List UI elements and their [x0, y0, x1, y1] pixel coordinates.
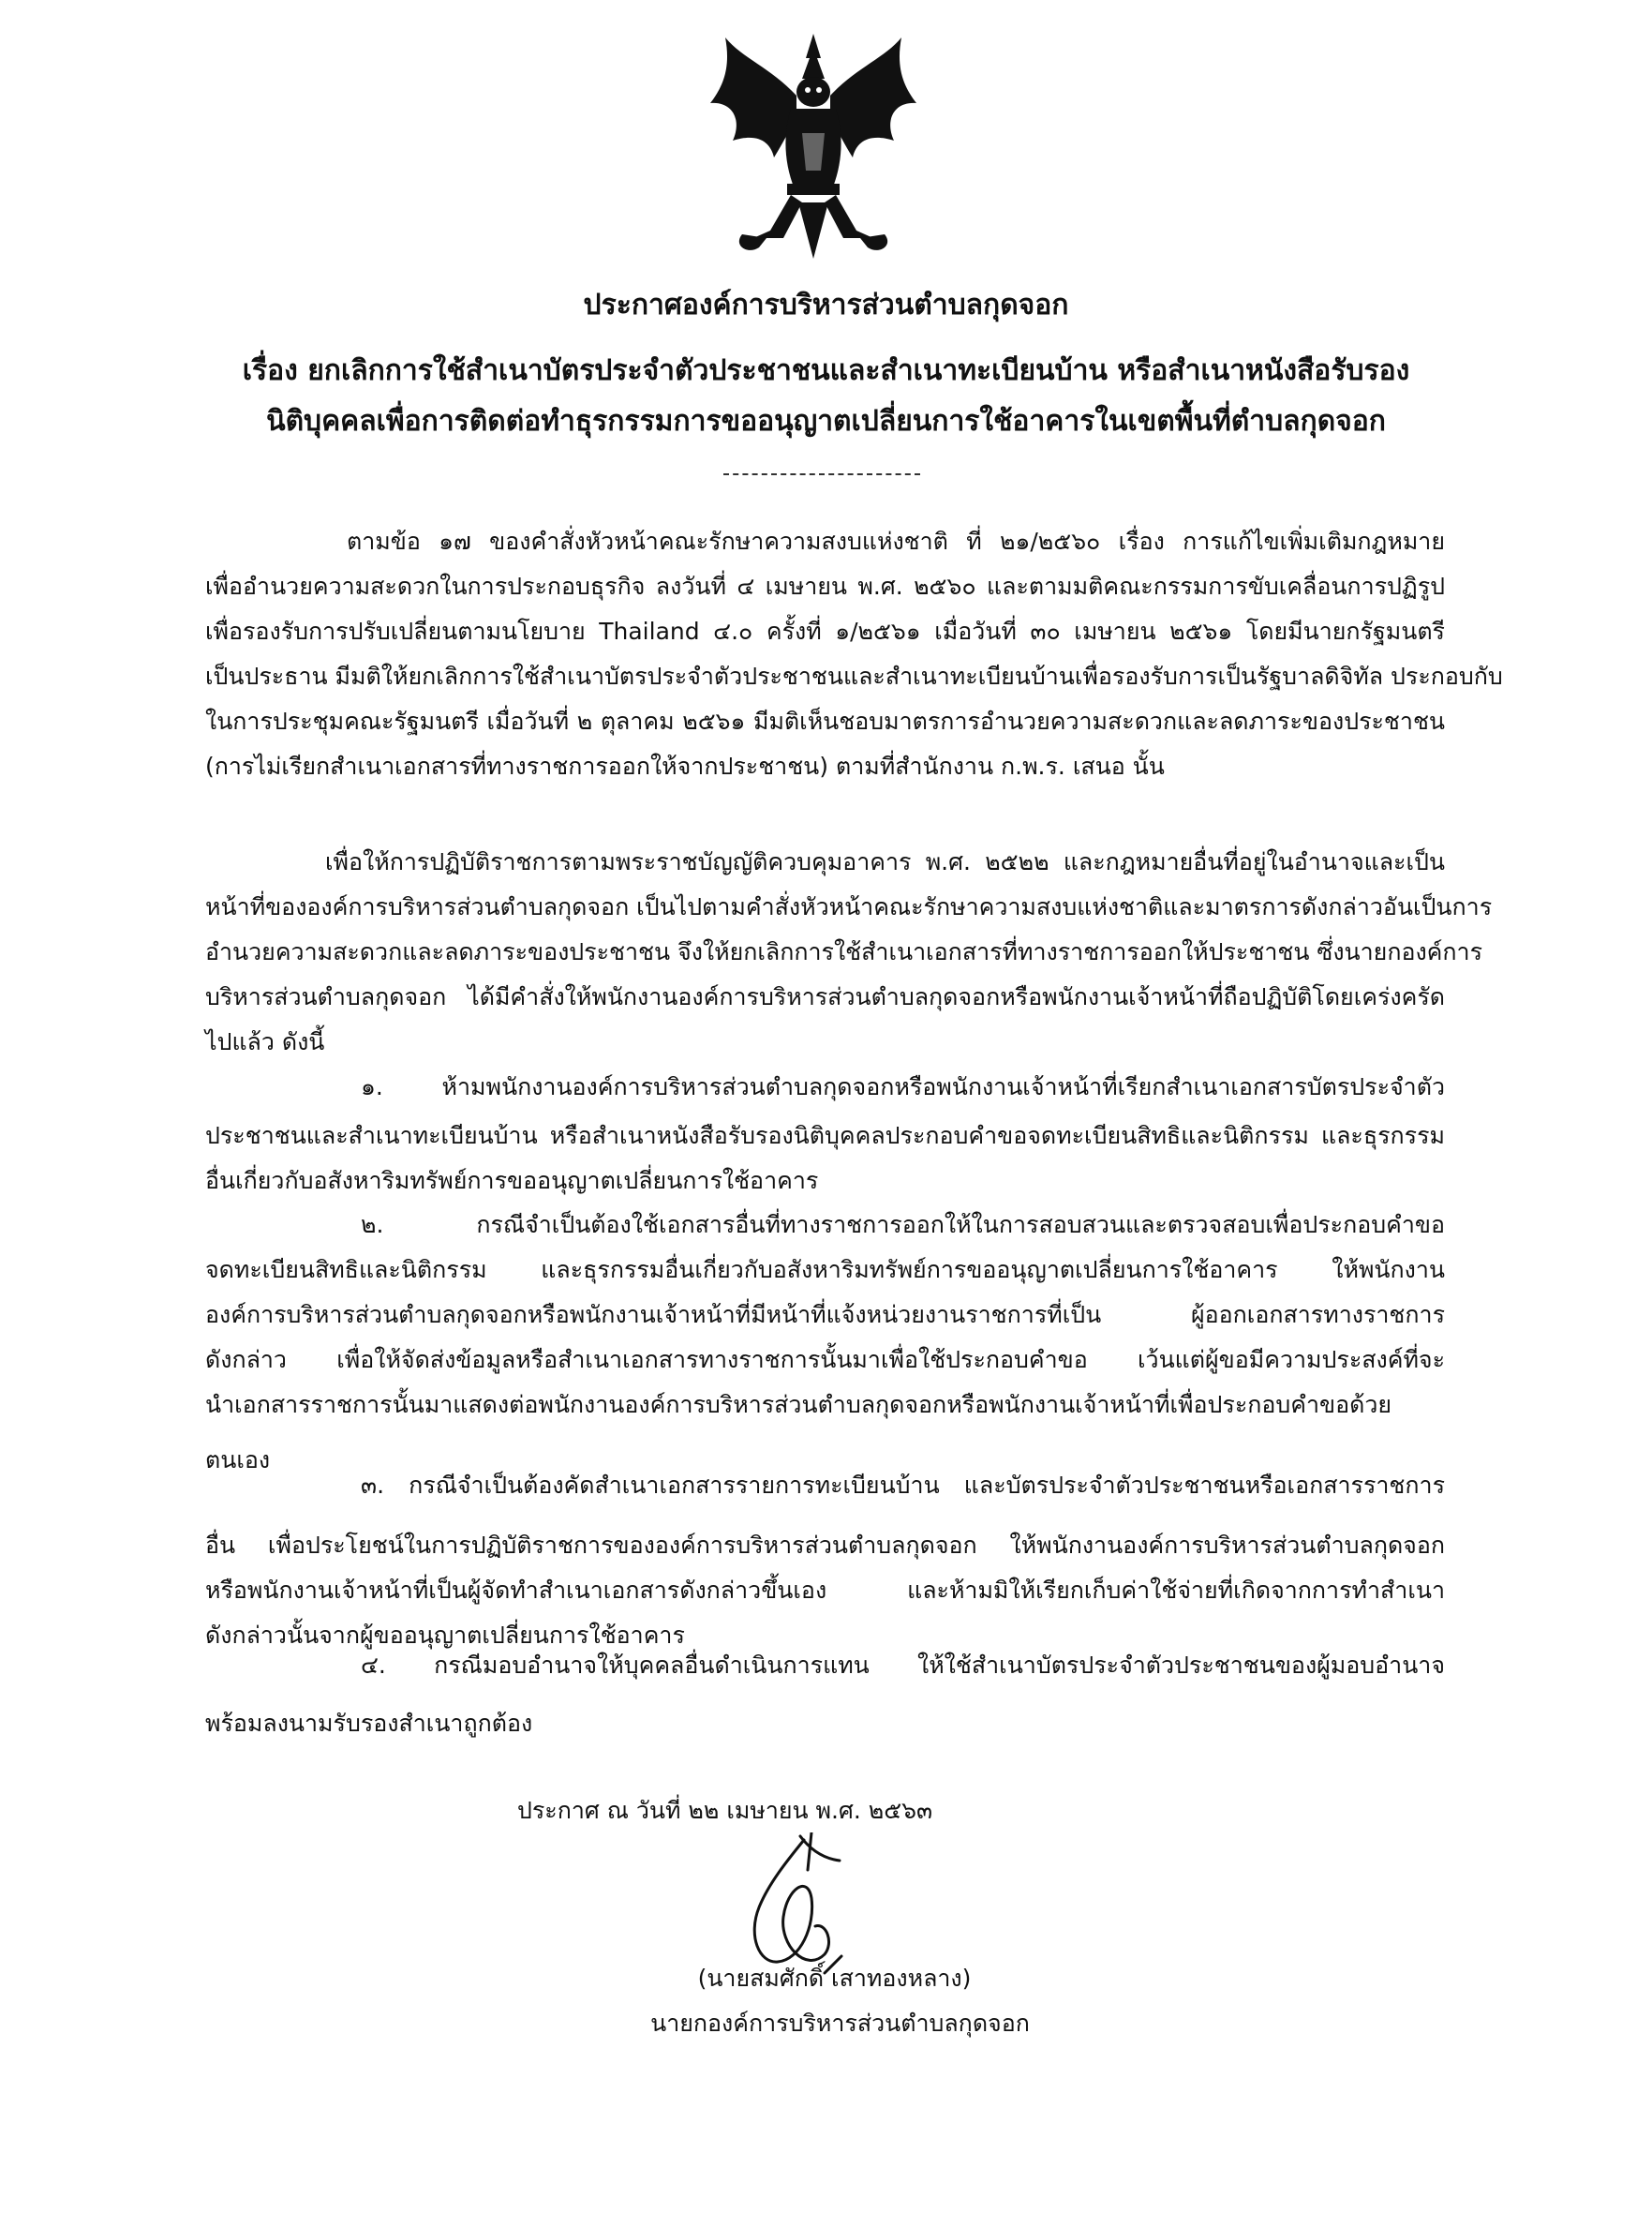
item4-line: พร้อมลงนามรับรองสำเนาถูกต้อง: [205, 1710, 533, 1737]
para1-line: เพื่ออำนวยความสะดวกในการประกอบธุรกิจ ลงวันที่ ๔ เมษายน พ.ศ. ๒๕๖๐ และตามมติคณะกรรมการขับเคลื่อนการปฏิรูป: [205, 573, 1445, 600]
para1-line: เพื่อรองรับการปรับเปลี่ยนตามนโยบาย Thailand ๔.๐ ครั้งที่ ๑/๒๕๖๑ เมื่อวันที่ ๓๐ เมษายน ๒๕๖๑ โดยมีนายกรัฐมนตรี: [205, 618, 1445, 645]
signer-name: (นายสมศักดิ์ เสาทองหลาง): [697, 1965, 972, 1992]
item2-line: ตนเอง: [205, 1446, 271, 1473]
item3-line: ๓. กรณีจำเป็นต้องคัดสำเนาเอกสารรายการทะเบียนบ้าน และบัตรประจำตัวประชาชนหรือเอกสารราชการ: [361, 1472, 1445, 1499]
para2-line: ไปแล้ว ดังนี้: [205, 1028, 325, 1055]
item2-line: นำเอกสารราชการนั้นมาแสดงต่อพนักงานองค์การบริหารส่วนตำบลกุดจอกหรือพนักงานเจ้าหน้าที่เพื่อประกอบคำขอด้วย: [205, 1391, 1392, 1418]
item2-line: ดังกล่าว เพื่อให้จัดส่งข้อมูลหรือสำเนาเอกสารทางราชการนั้นมาเพื่อใช้ประกอบคำขอ เว้นแต่ผู้ขอมีความประสงค์ที่จะ: [205, 1346, 1445, 1373]
item2-line: ๒. กรณีจำเป็นต้องใช้เอกสารอื่นที่ทางราชการออกให้ในการสอบสวนและตรวจสอบเพื่อประกอบคำขอ: [361, 1211, 1445, 1238]
item3-line: ดังกล่าวนั้นจากผู้ขออนุญาตเปลี่ยนการใช้อาคาร: [205, 1622, 685, 1649]
item3-line: หรือพนักงานเจ้าหน้าที่เป็นผู้จัดทำสำเนาเอกสารดังกล่าวขึ้นเอง และห้ามมิให้เรียกเก็บค่าใช้จ่ายที่เกิดจากการทำสำเนา: [205, 1577, 1445, 1604]
item3-line: อื่น เพื่อประโยชน์ในการปฏิบัติราชการขององค์การบริหารส่วนตำบลกุดจอก ให้พนักงานองค์การบริหารส่วนตำบลกุดจอก: [205, 1532, 1445, 1559]
para2-line: เพื่อให้การปฏิบัติราชการตามพระราชบัญญัติควบคุมอาคาร พ.ศ. ๒๕๒๒ และกฎหมายอื่นที่อยู่ในอำนาจและเป็น: [325, 848, 1445, 875]
item1-line: ประชาชนและสำเนาทะเบียนบ้าน หรือสำเนาหนังสือรับรองนิติบุคคลประกอบคำขอจดทะเบียนสิทธิและนิติกรรม และธุรกรรม: [205, 1122, 1445, 1149]
document-heading: ประกาศองค์การบริหารส่วนตำบลกุดจอก: [583, 289, 1069, 321]
para1-line: เป็นประธาน มีมติให้ยกเลิกการใช้สำเนาบัตรประจำตัวประชาชนและสำเนาทะเบียนบ้านเพื่อรองรับการเป็นรัฐบาลดิจิทัล ประกอบกับ: [205, 663, 1503, 690]
para1-line: ในการประชุมคณะรัฐมนตรี เมื่อวันที่ ๒ ตุลาคม ๒๕๖๑ มีมติเห็นชอบมาตรการอำนวยความสะดวกและลดภาระของประชาชน: [205, 708, 1445, 735]
subject-line-2: นิติบุคคลเพื่อการติดต่อทำธุรกรรมการขออนุญาตเปลี่ยนการใช้อาคารในเขตพื้นที่ตำบลกุดจอก: [266, 405, 1386, 438]
garuda-emblem-icon: [705, 30, 922, 262]
announce-date: ประกาศ ณ วันที่ ๒๒ เมษายน พ.ศ. ๒๕๖๓: [517, 1797, 933, 1824]
para1-line: ตามข้อ ๑๗ ของคำสั่งหัวหน้าคณะรักษาความสงบแห่งชาติ ที่ ๒๑/๒๕๖๐ เรื่อง การแก้ไขเพิ่มเติมกฎหมาย: [347, 528, 1445, 555]
signer-title: นายกองค์การบริหารส่วนตำบลกุดจอก: [650, 2010, 1030, 2037]
item1-line: อื่นเกี่ยวกับอสังหาริมทรัพย์การขออนุญาตเปลี่ยนการใช้อาคาร: [205, 1167, 819, 1194]
para2-line: อำนวยความสะดวกและลดภาระของประชาชน จึงให้ยกเลิกการใช้สำเนาเอกสารที่ทางราชการออกให้ประชาชน ซึ่งนายกองค์การ: [205, 938, 1483, 965]
item2-line: องค์การบริหารส่วนตำบลกุดจอกหรือพนักงานเจ้าหน้าที่มีหน้าที่แจ้งหน่วยงานราชการที่เป็น ผู้ออกเอกสารทางราชการ: [205, 1301, 1445, 1328]
item4-line: ๔. กรณีมอบอำนาจให้บุคคลอื่นดำเนินการแทน ให้ใช้สำเนาบัตรประจำตัวประชาชนของผู้มอบอำนาจ: [361, 1652, 1445, 1679]
item2-line: จดทะเบียนสิทธิและนิติกรรม และธุรกรรมอื่นเกี่ยวกับอสังหาริมทรัพย์การขออนุญาตเปลี่ยนการใช้อาคาร ให้พนักงาน: [205, 1256, 1445, 1283]
subject-line-1: เรื่อง ยกเลิกการใช้สำเนาบัตรประจำตัวประชาชนและสำเนาทะเบียนบ้าน หรือสำเนาหนังสือรับรอง: [242, 354, 1410, 387]
para2-line: บริหารส่วนตำบลกุดจอก ได้มีคำสั่งให้พนักงานองค์การบริหารส่วนตำบลกุดจอกหรือพนักงานเจ้าหน้าที่ถือปฏิบัติโดยเคร่งครัด: [205, 983, 1445, 1010]
item1-line: ๑. ห้ามพนักงานองค์การบริหารส่วนตำบลกุดจอกหรือพนักงานเจ้าหน้าที่เรียกสำเนาเอกสารบัตรประจำตัว: [361, 1073, 1445, 1100]
separator-line: [723, 473, 920, 475]
para1-line: (การไม่เรียกสำเนาเอกสารที่ทางราชการออกให้จากประชาชน) ตามที่สำนักงาน ก.พ.ร. เสนอ นั้น: [205, 753, 1165, 780]
para2-line: หน้าที่ขององค์การบริหารส่วนตำบลกุดจอก เป็นไปตามคำสั่งหัวหน้าคณะรักษาความสงบแห่งชาติและมาตรการดังกล่าวอันเป็นการ: [205, 893, 1493, 920]
